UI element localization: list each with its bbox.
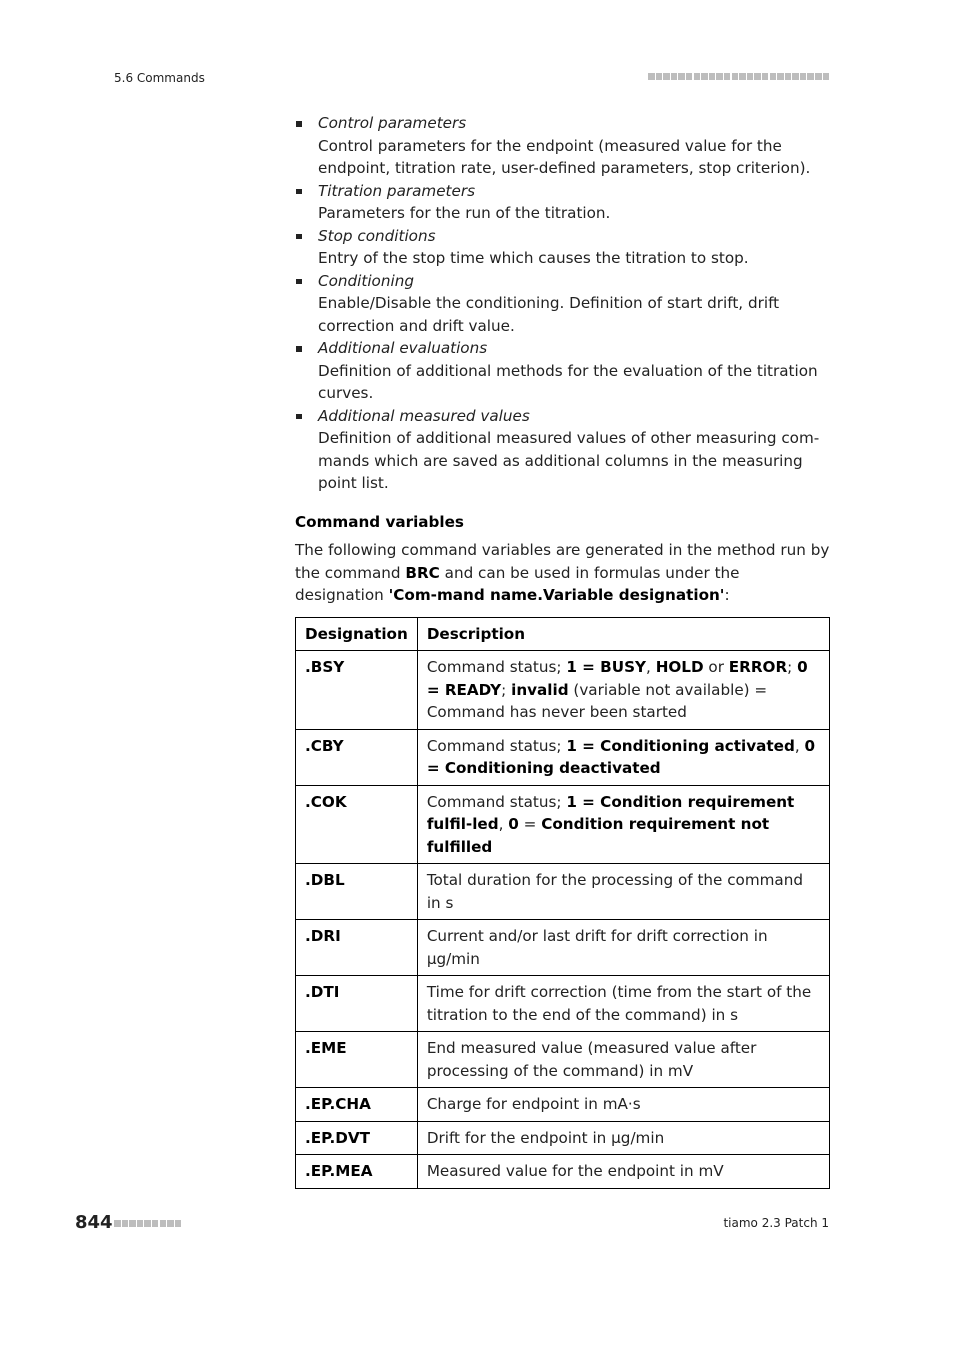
table-header-row (296, 617, 830, 651)
description-emphasis: 0 = Conditioning deactivated (426, 736, 816, 777)
product-name: tiamo 2.3 Patch 1 (723, 1216, 829, 1230)
page-number: 844 (75, 1212, 113, 1233)
description-text: ; (787, 658, 798, 676)
item-description: Definition of additional measured values of other measuring com-mands which are saved as additional columns in the measuring point list. (318, 429, 820, 492)
description-text: Command status; (426, 736, 567, 755)
bullet-icon (296, 279, 302, 285)
dot-icon (762, 73, 769, 80)
dot-icon (686, 73, 693, 80)
dot-icon (656, 73, 663, 80)
parameter-list (295, 112, 830, 495)
variable-description (417, 864, 829, 920)
table-row (296, 651, 830, 730)
item-description: Enable/Disable the conditioning. Definition of start drift, drift correction and drift value. (318, 294, 780, 335)
dot-icon (152, 1220, 159, 1227)
header-dot-bar (648, 73, 829, 80)
item-title: Additional evaluations (318, 339, 488, 357)
variable-description (417, 1155, 829, 1189)
column-header-designation: Designation (296, 617, 418, 651)
dot-icon (724, 73, 731, 80)
dot-icon (129, 1220, 136, 1227)
table-row (296, 1121, 830, 1155)
description-text: , (794, 736, 805, 755)
dot-icon (815, 73, 822, 80)
variable-description (417, 976, 829, 1032)
description-text: , (498, 815, 509, 833)
description-emphasis: 0 (508, 815, 519, 833)
description-emphasis: Condition requirement not fulfilled (426, 815, 770, 856)
command-variables-table (295, 617, 830, 1189)
dot-icon (694, 73, 701, 80)
dot-icon (663, 73, 670, 80)
list-item (295, 225, 830, 270)
variable-description (417, 1032, 829, 1088)
intro-paragraph (295, 539, 830, 607)
item-description: Parameters for the run of the titration. (318, 204, 611, 222)
variable-description (417, 1121, 829, 1155)
variable-description (417, 729, 829, 785)
intro-text: The following command variables are generated in the method run by the command (295, 541, 830, 582)
variable-designation: .DBL (296, 864, 418, 920)
dot-icon (144, 1220, 151, 1227)
dot-icon (785, 73, 792, 80)
description-emphasis: 1 = Condition requirement fulfil-led (426, 792, 795, 833)
dot-icon (770, 73, 777, 80)
dot-icon (792, 73, 799, 80)
table-row (296, 729, 830, 785)
footer-dot-bar (114, 1220, 181, 1227)
dot-icon (114, 1220, 121, 1227)
dot-icon (648, 73, 655, 80)
description-text: Time for drift correction (time from the start of the titration to the end of the command) in s (426, 983, 812, 1024)
description-text: Drift for the endpoint in µg/min (426, 1128, 665, 1147)
description-text: End measured value (measured value after processing of the command) in mV (426, 1039, 757, 1080)
table-row (296, 1088, 830, 1122)
intro-text: and can be used in formulas under the designation (295, 563, 740, 604)
description-text: (variable not available) = Command has never been started (426, 680, 768, 721)
column-header-description: Description (417, 617, 829, 651)
bullet-icon (296, 189, 302, 195)
bullet-icon (296, 234, 302, 240)
bullet-icon (296, 346, 302, 352)
variable-designation: .EP.DVT (296, 1121, 418, 1155)
item-description: Entry of the stop time which causes the titration to stop. (318, 249, 749, 267)
description-text: or (703, 658, 729, 676)
dot-icon (175, 1220, 182, 1227)
list-item (295, 112, 830, 180)
dot-icon (678, 73, 685, 80)
variable-designation: .DTI (296, 976, 418, 1032)
page-content (295, 112, 830, 1189)
bullet-icon (296, 121, 302, 127)
dot-icon (747, 73, 754, 80)
dot-icon (732, 73, 739, 80)
list-item (295, 180, 830, 225)
description-text: ; (501, 680, 512, 699)
section-heading: Command variables (295, 512, 464, 531)
dot-icon (807, 73, 814, 80)
description-text: Command status; (426, 658, 567, 676)
dot-icon (137, 1220, 144, 1227)
description-emphasis: ERROR (728, 658, 788, 676)
running-header-section: 5.6 Commands (114, 71, 205, 85)
list-item (295, 337, 830, 405)
dot-icon (739, 73, 746, 80)
variable-designation: .COK (296, 785, 418, 864)
table-row (296, 1032, 830, 1088)
dot-icon (671, 73, 678, 80)
designation-format: 'Com-mand name.Variable designation' (388, 586, 725, 604)
bullet-icon (296, 414, 302, 420)
dot-icon (716, 73, 723, 80)
description-emphasis: invalid (511, 680, 569, 699)
description-emphasis: HOLD (655, 658, 704, 676)
table-row (296, 864, 830, 920)
description-text: Current and/or last drift for drift correction in µg/min (426, 927, 768, 968)
variable-designation: .CBY (296, 729, 418, 785)
description-emphasis: 0 = READY (426, 658, 808, 699)
dot-icon (777, 73, 784, 80)
dot-icon (754, 73, 761, 80)
intro-text: : (724, 586, 730, 604)
variable-description (417, 1088, 829, 1122)
description-emphasis: 1 = Conditioning activated (566, 736, 795, 755)
table-row (296, 920, 830, 976)
variable-description (417, 785, 829, 864)
item-title: Stop conditions (318, 226, 436, 245)
variable-description (417, 651, 829, 730)
variable-designation: .EP.MEA (296, 1155, 418, 1189)
description-text: , (646, 658, 656, 676)
description-text: = (518, 815, 542, 833)
item-title: Conditioning (318, 271, 414, 290)
variable-designation: .DRI (296, 920, 418, 976)
table-row (296, 785, 830, 864)
item-title: Control parameters (318, 114, 467, 132)
item-description: Control parameters for the endpoint (measured value for the endpoint, titration rate, user-defined parameters, stop criterion). (318, 136, 811, 177)
command-name: BRC (405, 563, 440, 582)
description-emphasis: 1 = BUSY (566, 658, 647, 676)
description-text: Measured value for the endpoint in mV (426, 1162, 724, 1180)
description-text: Charge for endpoint in mA·s (426, 1095, 641, 1113)
list-item (295, 405, 830, 495)
item-title: Titration parameters (318, 181, 476, 200)
variable-description (417, 920, 829, 976)
description-text: Command status; (426, 792, 567, 811)
dot-icon (823, 73, 830, 80)
variable-designation: .BSY (296, 651, 418, 730)
dot-icon (122, 1220, 129, 1227)
list-item (295, 270, 830, 338)
dot-icon (709, 73, 716, 80)
item-description: Definition of additional methods for the evaluation of the titration curves. (318, 361, 818, 402)
dot-icon (701, 73, 708, 80)
dot-icon (800, 73, 807, 80)
table-row (296, 1155, 830, 1189)
description-text: Total duration for the processing of the command in s (426, 871, 804, 912)
dot-icon (167, 1220, 174, 1227)
item-title: Additional measured values (318, 406, 530, 425)
table-row (296, 976, 830, 1032)
variable-designation: .EME (296, 1032, 418, 1088)
dot-icon (160, 1220, 167, 1227)
variable-designation: .EP.CHA (296, 1088, 418, 1122)
